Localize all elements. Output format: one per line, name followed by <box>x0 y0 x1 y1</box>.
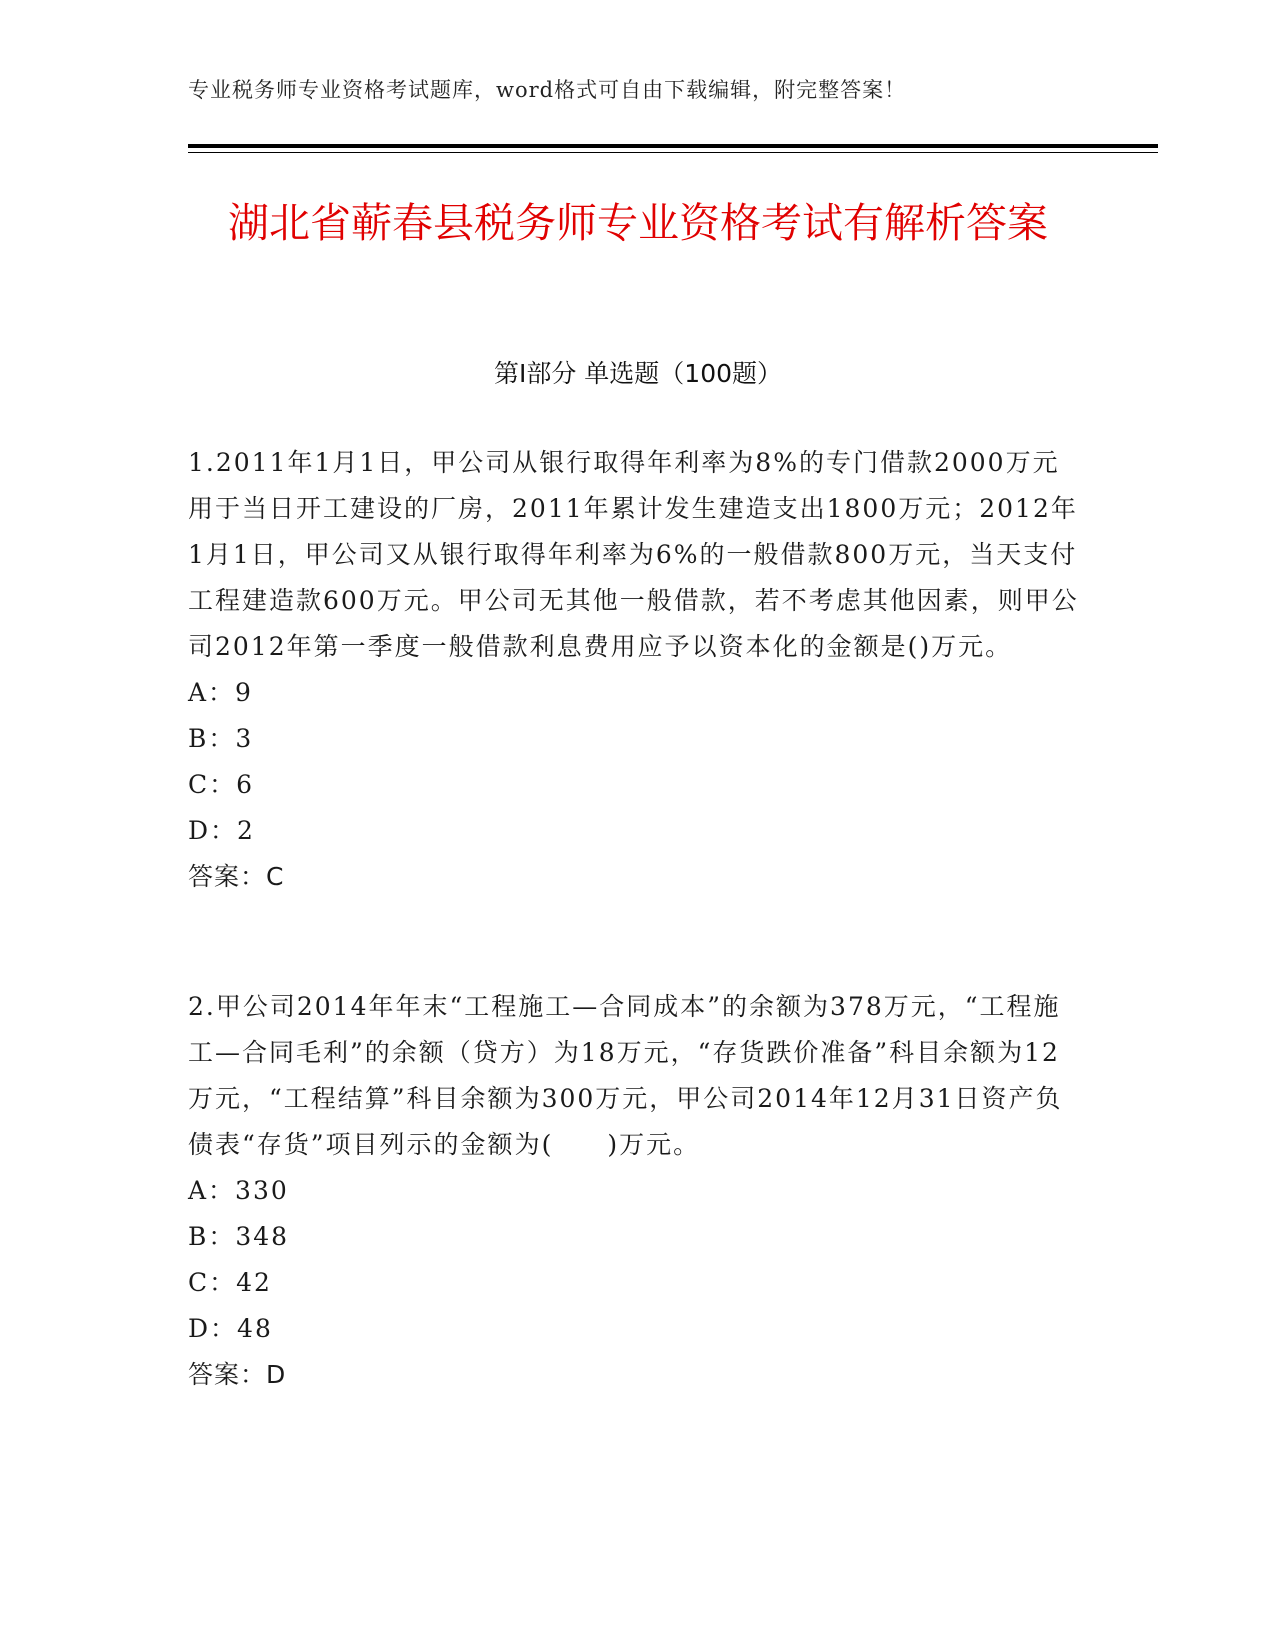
option-b: B：3 <box>188 724 254 753</box>
question-stem: 1.2011年1月1日，甲公司从银行取得年利率为8%的专门借款2000万元用于当日开工建设的厂房，2011年累计发生建造支出1800万元；2012年1月1日，甲公司又从银行取得年利率为6%的一般借款800万元，当天支付工程建造款600万元。甲公司无其他一般借款，若不考虑其他因素，则甲公司2012年第一季度一般借款利息费用应予以资本化的金额是()万元。 <box>188 448 1079 661</box>
header-note: 专业税务师专业资格考试题库，word格式可自由下载编辑，附完整答案！ <box>188 78 907 102</box>
question-stem: 2.甲公司2014年年末“工程施工—合同成本”的余额为378万元，“工程施工—合同毛利”的余额（贷方）为18万元，“存货跌价准备”科目余额为12万元，“工程结算”科目余额为300万元，甲公司2014年12月31日资产负债表“存货”项目列示的金额为( )万元。 <box>188 992 1063 1159</box>
option-a: A：9 <box>188 678 253 707</box>
header-rule-thick <box>188 144 1158 148</box>
option-d: D：2 <box>188 816 255 845</box>
option-a: A：330 <box>188 1176 289 1205</box>
question-2 <box>188 984 1083 1398</box>
document-title: 湖北省蕲春县税务师专业资格考试有解析答案 <box>228 199 1048 247</box>
answer-line: 答案：D <box>188 1360 287 1389</box>
option-b: B：348 <box>188 1222 290 1251</box>
option-c: C：42 <box>188 1268 272 1297</box>
option-d: D：48 <box>188 1314 273 1343</box>
answer-line: 答案：C <box>188 862 285 891</box>
question-1 <box>188 440 1083 900</box>
header-rule-thin <box>188 152 1158 153</box>
option-c: C：6 <box>188 770 255 799</box>
section-title: 第Ⅰ部分 单选题（100题） <box>493 359 783 388</box>
